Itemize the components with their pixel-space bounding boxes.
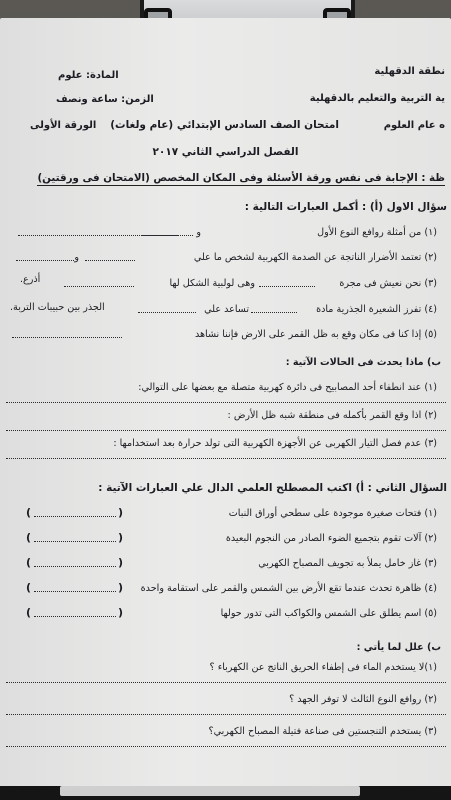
q1b-item-2: (٢) اذا وقع القمر بأكمله فى منطقة شبه ظل الأرض : [227,410,437,421]
answer-line [34,516,116,517]
paren-open: ( [118,506,124,519]
paper-number: الورقة الأولى [30,120,97,131]
answer-line [34,616,116,617]
paren-close: ) [26,606,32,619]
answer-line [138,312,196,313]
answer-line [34,591,116,592]
q1a-item-1-connector: و [196,227,201,238]
q1a-item-4: (٤) تفرز الشعيرة الجذرية مادة [316,304,437,315]
q2a-item-2: (٢) آلات تقوم بتجميع الضوء الصادر من النجوم البعيدة [225,533,437,544]
answer-line [6,682,446,683]
answer-line [18,235,178,236]
paren-close: ) [26,506,32,519]
exam-title: امتحان الصف السادس الإبتدائي (عام ولغات) [110,119,339,131]
q2b-item-1: (١)لا يستخدم الماء فى إطفاء الحريق الناتج عن الكهرباء ؟ [209,662,437,673]
paren-close: ) [26,556,32,569]
paren-close: ) [26,531,32,544]
instructions-note [37,172,445,184]
term-label: الفصل الدراسي الثاني ٢٠١٧ [152,146,299,158]
q1a-item-2-connector: و [74,252,79,263]
answer-line [6,714,446,715]
q1a-item-4-end: الجذر بين حبيبات التربة. [10,302,105,313]
answer-line [259,286,315,287]
paren-open: ( [118,556,124,569]
answer-line [34,541,116,542]
answer-line [6,458,446,459]
answer-line [16,260,74,261]
ministry-label: ية التربية والتعليم بالدقهلية [309,93,445,104]
answer-line [251,312,297,313]
q1b-title: ب) ماذا يحدث فى الحالات الآتية : [285,357,441,368]
q1a-item-2: (٢) تعتمد الأضرار الناتجة عن الصدمة الكهربية لشخص ما علي [193,252,437,263]
q2b-item-3: (٣) يستخدم التنجستين فى صناعة فتيلة المصباح الكهربي؟ [208,726,437,737]
q1a-item-1: (١) من أمثلة روافع النوع الأول [317,227,437,238]
subject-label: المادة: علوم [58,70,119,81]
q1a-item-4-mid: تساعد علي [204,304,249,315]
next-sheet-edge [60,786,360,796]
answer-line [6,746,446,747]
q2b-item-2: (٢) روافع النوع الثالث لا توفر الجهد ؟ [289,694,437,705]
paren-close: ) [26,581,32,594]
time-label: الزمن: ساعة ونصف [56,94,154,105]
answer-line [85,260,135,261]
q2a-title: السؤال الثاني : أ) اكتب المصطلح العلمي الدال علي العبارات الآتية : [98,482,447,494]
q1b-item-1: (١) عند انطفاء أحد المصابيح فى دائرة كهربية متصلة مع بعضها على التوالي: [138,382,437,393]
answer-line [6,430,446,431]
paren-open: ( [118,581,124,594]
q1a-item-3-end: أذرع. [20,274,41,285]
q1a-item-3: (٣) نحن نعيش فى مجرة [339,278,437,289]
paren-open: ( [118,531,124,544]
instructions-text: ظة : الإجابة فى نفس ورقة الأسئلة وفى المكان المخصص (الامتحان فى ورقتين) [37,172,445,184]
q1a-item-3-mid: وهى لولبية الشكل لها [169,278,255,289]
department-label: ه عام العلوم [383,120,445,131]
q2a-item-3: (٣) غاز خامل يملأ به تجويف المصباح الكهربي [258,558,437,569]
q2b-title: ب) علل لما يأتي : [356,642,441,653]
exam-content [0,38,451,788]
q1b-item-3: (٣) عدم فصل التيار الكهربى عن الأجهزة الكهربية التى تولد حرارة بعد استخدامها : [113,438,437,449]
paren-open: ( [118,606,124,619]
q1a-title: سؤال الاول (أ) : أكمل العبارات التالية : [244,201,447,213]
q2a-item-4: (٤) ظاهرة تحدث عندما تقع الأرض بين الشمس والقمر على استقامة واحدة [140,583,437,594]
answer-line [64,286,134,287]
q2a-item-5: (٥) اسم يطلق على الشمس والكواكب التى تدور حولها [220,608,437,619]
directorate-label: نطقة الدقهلية [374,66,445,77]
q2a-item-1: (١) فتحات صغيرة موجودة على سطحي أوراق النبات [228,508,437,519]
answer-line [34,566,116,567]
q1a-item-5: (٥) إذا كنا فى مكان وقع به ظل القمر على الارض فإننا نشاهد [194,329,437,340]
answer-line [6,402,446,403]
answer-line [12,337,122,338]
